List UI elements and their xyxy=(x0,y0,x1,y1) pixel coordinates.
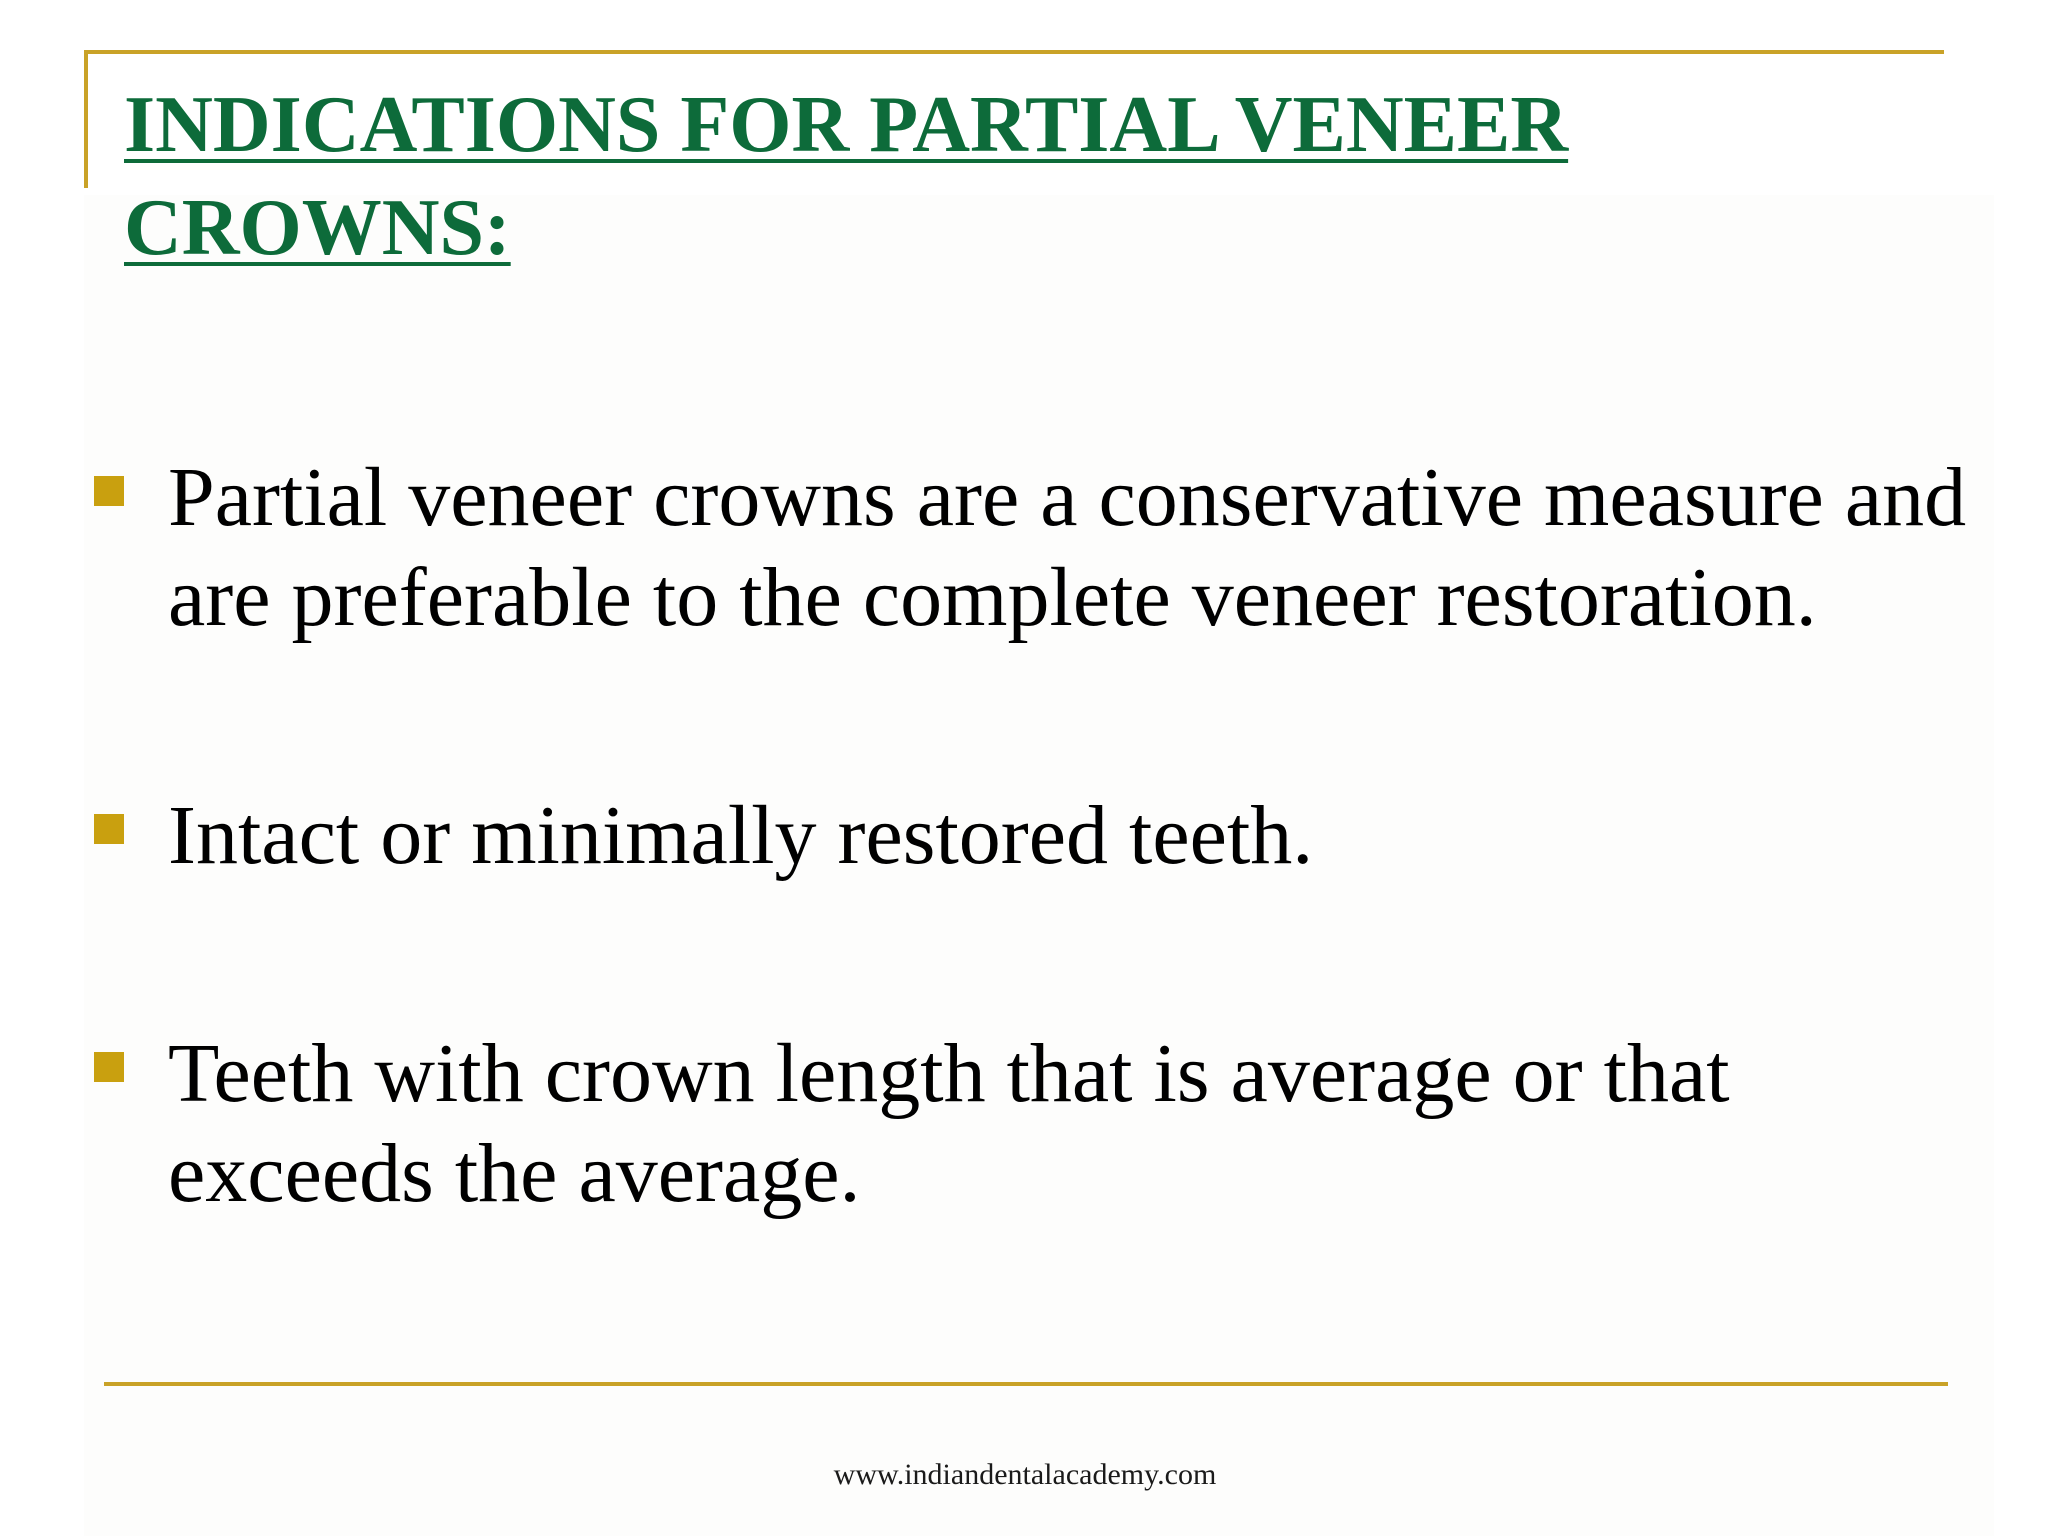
footer-url-text: www.indiandentalacademy.com xyxy=(833,1458,1217,1491)
footer-divider xyxy=(104,1382,1948,1386)
title-frame-left-border xyxy=(84,50,88,188)
bullet-item xyxy=(90,1024,1990,1224)
bullet-text: Intact or minimally restored teeth. xyxy=(168,789,1314,882)
square-bullet-icon xyxy=(94,1052,124,1082)
bullet-list xyxy=(90,448,1990,1224)
bullet-item xyxy=(90,786,1990,886)
slide-title: INDICATIONS FOR PARTIAL VENEER CROWNS: xyxy=(124,81,1569,272)
footer-website xyxy=(0,1458,2048,1492)
bullet-text: Teeth with crown length that is average or that exceeds the average. xyxy=(168,1027,1730,1220)
square-bullet-icon xyxy=(94,476,124,506)
title-frame-top-border xyxy=(84,50,1944,54)
square-bullet-icon xyxy=(94,814,124,844)
bullet-item xyxy=(90,448,1990,648)
bullet-text: Partial veneer crowns are a conservative measure and are preferable to the complete veneer restoration. xyxy=(168,451,1967,644)
